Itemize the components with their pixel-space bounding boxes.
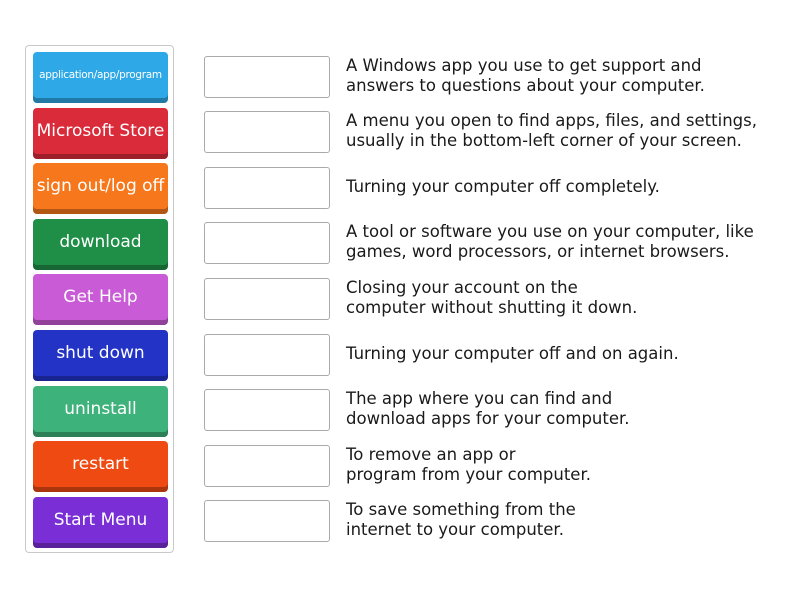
drop-slot-4[interactable] [204, 222, 330, 264]
description-line: download apps for your computer. [346, 409, 630, 428]
description-line: A menu you open to find apps, files, and settings, [346, 110, 757, 130]
drop-slot-2[interactable] [204, 111, 330, 153]
description-7 [346, 387, 786, 431]
description-line: A Windows app you use to get support and [346, 55, 702, 75]
description-1 [346, 54, 786, 98]
tile-get-help[interactable]: Get Help [33, 274, 168, 325]
tile-sign-out[interactable]: sign out/log off [33, 163, 168, 214]
description-8 [346, 443, 786, 487]
description-line: computer without shutting it down. [346, 298, 638, 317]
drop-slot-9[interactable] [204, 500, 330, 542]
drop-slot-8[interactable] [204, 445, 330, 487]
description-line: Closing your account on the [346, 277, 578, 297]
description-3 [346, 165, 786, 209]
drop-slot-5[interactable] [204, 278, 330, 320]
drop-slot-6[interactable] [204, 334, 330, 376]
description-line: answers to questions about your computer. [346, 76, 705, 95]
tile-uninstall[interactable]: uninstall [33, 386, 168, 437]
tile-microsoft-store[interactable]: Microsoft Store [33, 108, 168, 159]
drop-slot-1[interactable] [204, 56, 330, 98]
description-9 [346, 498, 786, 542]
tile-restart[interactable]: restart [33, 441, 168, 492]
tile-download[interactable]: download [33, 219, 168, 270]
description-5 [346, 276, 786, 320]
description-line: games, word processors, or internet browsers. [346, 242, 730, 261]
description-6 [346, 332, 786, 376]
description-line: A tool or software you use on your computer, like [346, 221, 754, 241]
description-line: To remove an app or [346, 444, 516, 464]
tile-start-menu[interactable]: Start Menu [33, 497, 168, 548]
description-line: Turning your computer off and on again. [346, 343, 679, 363]
description-line: internet to your computer. [346, 520, 564, 539]
description-2 [346, 109, 786, 153]
description-line: usually in the bottom-left corner of your screen. [346, 131, 742, 150]
description-line: The app where you can find and [346, 388, 613, 408]
description-line: To save something from the [346, 499, 576, 519]
answer-bank [25, 45, 174, 553]
drop-slot-3[interactable] [204, 167, 330, 209]
drop-slot-7[interactable] [204, 389, 330, 431]
tile-application[interactable]: application/app/program [33, 52, 168, 103]
description-line: program from your computer. [346, 465, 591, 484]
tile-shut-down[interactable]: shut down [33, 330, 168, 381]
description-4 [346, 220, 786, 264]
description-line: Turning your computer off completely. [346, 176, 660, 196]
